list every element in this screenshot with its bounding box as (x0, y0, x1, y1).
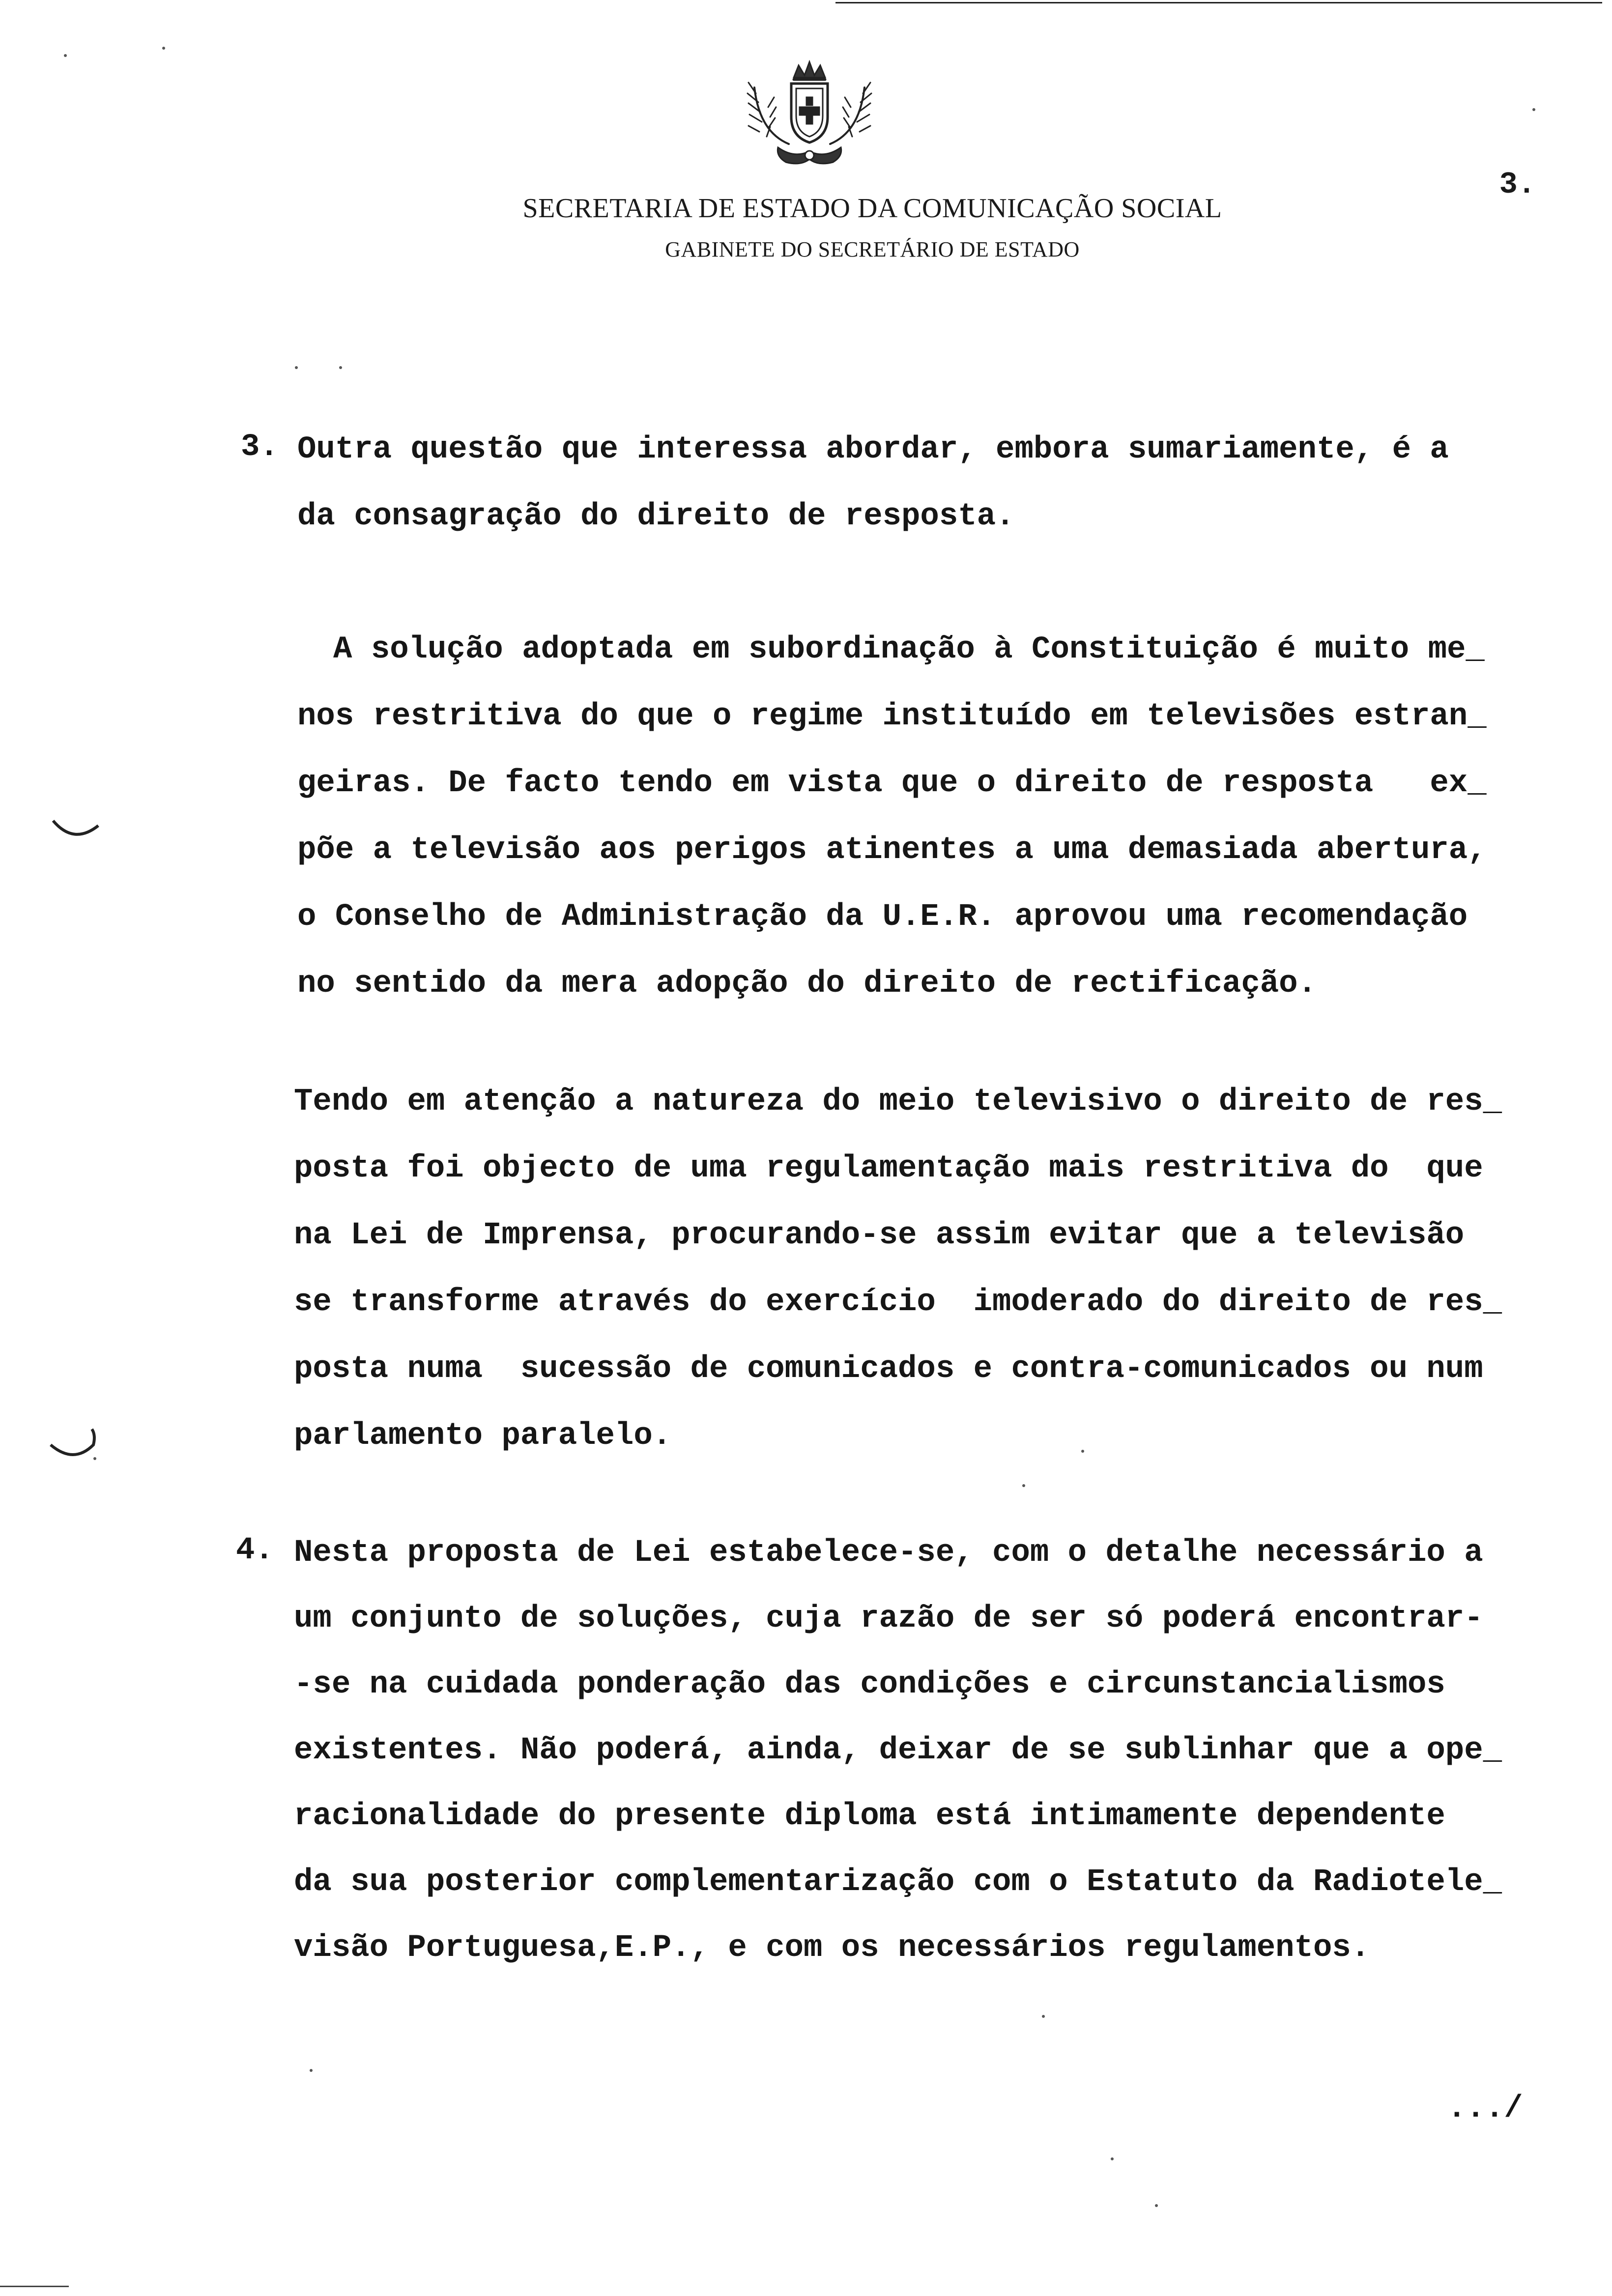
text-line: na Lei de Imprensa, procurando-se assim evitar que a televisão (294, 1218, 1465, 1253)
text-line: da consagração do direito de resposta. (297, 499, 1015, 534)
top-edge-rule (835, 2, 1602, 3)
bottom-edge-rule (0, 2286, 69, 2287)
letterhead-title: SECRETARIA DE ESTADO DA COMUNICAÇÃO SOCIAL (522, 193, 1222, 224)
text-line: Outra questão que interessa abordar, embora sumariamente, é a (297, 432, 1449, 467)
scan-speck (1111, 2157, 1114, 2160)
scan-speck (1081, 1450, 1084, 1453)
text-line: o Conselho de Administração da U.E.R. aprovou uma recomendação (297, 899, 1468, 935)
scan-speck (1042, 2015, 1045, 2018)
text-line: A solução adoptada em subordinação à Constituição é muito me_ (333, 632, 1485, 667)
text-line: um conjunto de soluções, cuja razão de ser só poderá encontrar- (294, 1601, 1483, 1636)
scan-speck (295, 366, 298, 369)
page-number: 3. (1499, 167, 1536, 202)
text-line: se transforme através do exercício imoderado do direito de res_ (294, 1285, 1502, 1320)
scan-speck (1532, 108, 1535, 111)
text-line: geiras. De facto tendo em vista que o direito de resposta ex_ (297, 766, 1487, 801)
punch-hole-mark (49, 816, 103, 850)
continuation-mark: ...​/ (1447, 2091, 1523, 2126)
scan-speck (64, 54, 67, 57)
text-line: nos restritiva do que o regime instituído em televisões estran_ (297, 699, 1487, 734)
text-line: Tendo em atenção a natureza do meio televisivo o direito de res_ (294, 1084, 1502, 1119)
text-line: parlamento paralelo. (294, 1418, 672, 1454)
scan-speck (1022, 1484, 1025, 1487)
text-line: racionalidade do presente diploma está intimamente dependente (294, 1799, 1445, 1834)
section-number: 4. (236, 1533, 274, 1568)
text-line: põe a televisão aos perigos atinentes a uma demasiada abertura, (297, 832, 1487, 868)
section-number: 3. (241, 430, 279, 465)
scan-speck (162, 47, 165, 50)
text-line: posta numa sucessão de comunicados e contra-comunicados ou num (294, 1351, 1483, 1387)
text-line: no sentido da mera adopção do direito de rectificação. (297, 966, 1317, 1002)
letterhead-subtitle: GABINETE DO SECRETÁRIO DE ESTADO (665, 237, 1080, 261)
scan-speck (1155, 2204, 1158, 2207)
scan-speck (93, 1457, 96, 1460)
scan-speck (339, 366, 342, 369)
text-line: Nesta proposta de Lei estabelece-se, com o detalhe necessário a (294, 1535, 1483, 1571)
text-line: existentes. Não poderá, ainda, deixar de se sublinhar que a ope_ (294, 1733, 1502, 1768)
text-line: visão Portuguesa,E.P., e com os necessários regulamentos. (294, 1930, 1370, 1966)
text-line: posta foi objecto de uma regulamentação mais restritiva do que (294, 1151, 1483, 1186)
scan-speck (310, 2069, 313, 2072)
punch-hole-mark (47, 1425, 106, 1464)
coat-of-arms-icon (740, 58, 880, 169)
text-line: da sua posterior complementarização com o Estatuto da Radiotele_ (294, 1865, 1502, 1900)
text-line: -se na cuidada ponderação das condições e circunstancialismos (294, 1667, 1445, 1702)
